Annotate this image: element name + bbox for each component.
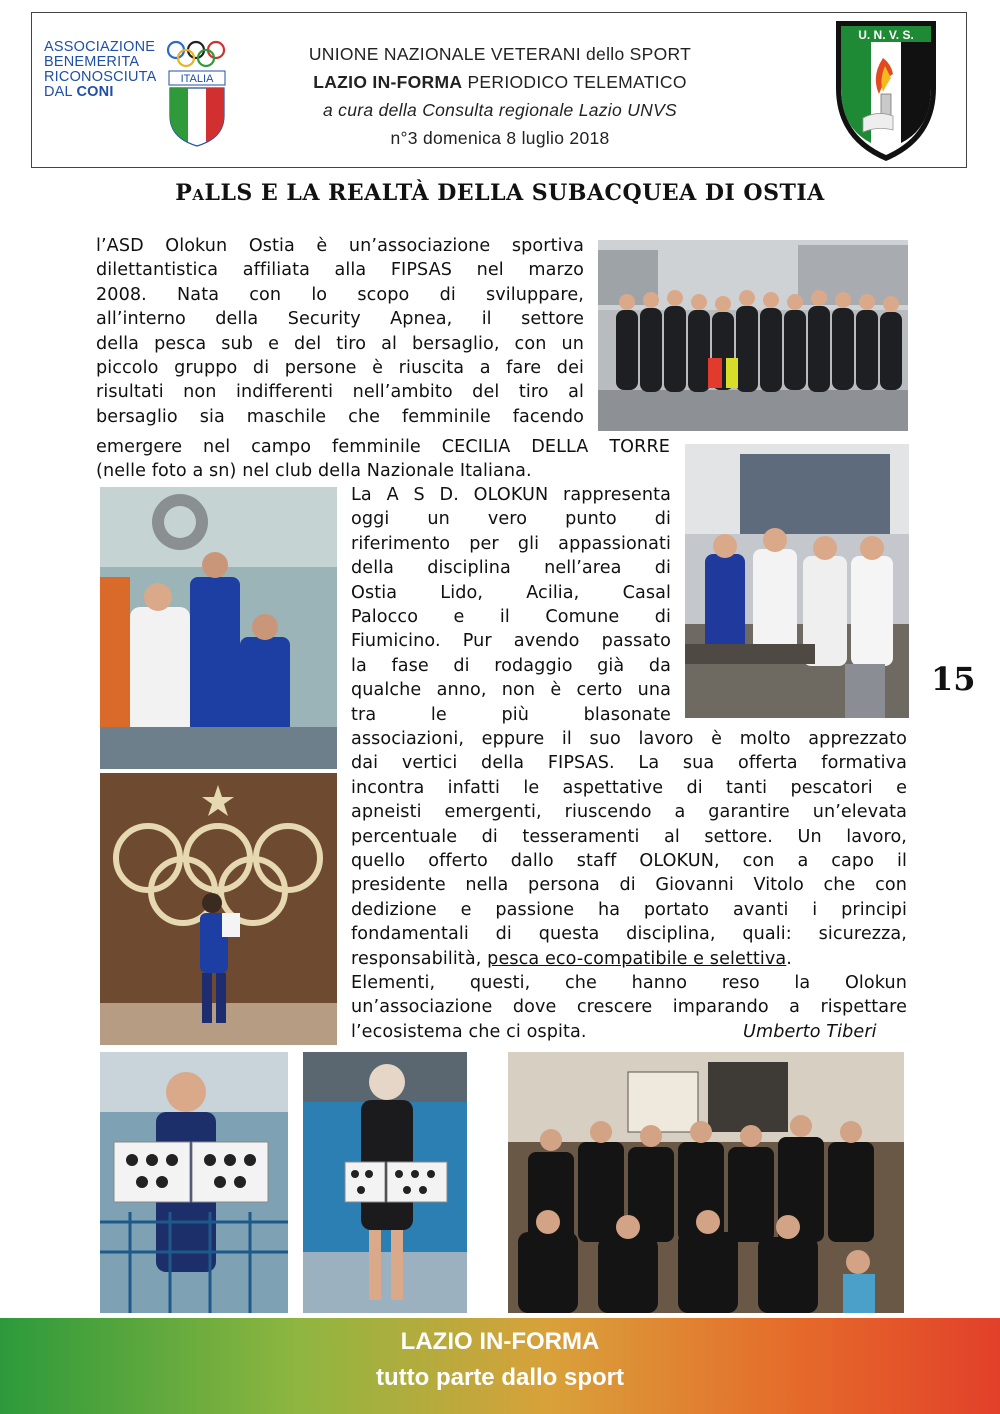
footer-title: LAZIO IN-FORMA: [400, 1328, 600, 1355]
text-line: emergere nel campo femminile CECILIA DELLA TORRE: [96, 437, 670, 457]
masthead-line-2: LAZIO IN-FORMA PERIODICO TELEMATICO: [313, 72, 687, 92]
article-paragraph-2: [351, 483, 671, 727]
photo-men-medals: [685, 444, 909, 718]
text-line: riferimento per gli appassionati: [351, 533, 671, 554]
text-line: l’ecosistema che ci ospita. Umberto Tiberi: [351, 1020, 907, 1044]
footer-slogan: tutto parte dallo sport: [376, 1364, 624, 1391]
article-paragraph-1: [96, 234, 584, 429]
coni-olympic-logo: [166, 40, 228, 148]
text-line: presidente nella persona di Giovanni Vitolo che con: [351, 875, 907, 896]
text-line: dai vertici della FIPSAS. La sua offerta formativa: [351, 753, 907, 774]
masthead-line-3: a cura della Consulta regionale Lazio UNVS: [322, 100, 678, 120]
header-masthead: [240, 40, 760, 152]
text-line: un’associazione dove crescere imparando a rispettare: [351, 997, 907, 1018]
svg-text:ITALIA: ITALIA: [180, 73, 214, 85]
text-line: La A S D. OLOKUN rappresenta: [351, 485, 671, 505]
photo-olympic-rings: [100, 773, 337, 1045]
text-line: incontra infatti le aspettative di tanti pescatori e: [351, 777, 907, 798]
coni-line-4: DAL CONI: [44, 84, 114, 100]
text-line: bersaglio sia maschile che femminile facendo: [96, 406, 584, 427]
text-line: della pesca sub e del tiro al bersaglio, con un: [96, 333, 584, 354]
text-line: tra le più blasonate: [351, 704, 671, 725]
coni-line-3: RICONOSCIUTA: [44, 69, 157, 85]
text-line: qualche anno, non è certo una: [351, 680, 671, 701]
coni-line-2: BENEMERITA: [44, 54, 140, 70]
photo-man-targets-1: [100, 1052, 288, 1313]
text-line: piccolo gruppo di persone è riuscita a fare dei: [96, 357, 584, 378]
underlined-phrase: pesca eco-compatibile e selettiva: [487, 948, 787, 969]
masthead-line-4: n°3 domenica 8 luglio 2018: [390, 128, 610, 148]
author-signature: Umberto Tiberi: [743, 1021, 877, 1042]
page-number: 15: [931, 660, 976, 698]
text-line: all’interno della Security Apnea, il settore: [96, 309, 584, 330]
unvs-shield-logo: [833, 18, 939, 164]
text-line: la fase di rodaggio già da: [351, 655, 671, 676]
text-line: Palocco e il Comune di: [351, 606, 671, 627]
text-line: Elementi, questi, che hanno reso la Olokun: [351, 972, 907, 993]
photo-podium-women: [100, 487, 337, 769]
coni-line-1: ASSOCIAZIONE: [44, 39, 156, 55]
svg-text:U. N. V. S.: U. N. V. S.: [858, 28, 914, 42]
text-line: (nelle foto a sn) nel club della Nazionale Italiana.: [96, 461, 532, 482]
coni-association-text: [44, 40, 166, 100]
photo-group-divers: [598, 240, 908, 431]
masthead-line-1: UNIONE NAZIONALE VETERANI dello SPORT: [308, 44, 692, 64]
text-line: quello offerto dallo staff OLOKUN, con a capo il: [351, 850, 907, 871]
text-line: l’ASD Olokun Ostia è un’associazione sportiva: [96, 236, 584, 256]
text-line: percentuale di tesseramenti al settore. Un lavoro,: [351, 826, 907, 847]
article-paragraph-2-continued: [351, 727, 907, 1044]
text-line: associazioni, eppure il suo lavoro è molto apprezzato: [351, 729, 907, 749]
photo-man-targets-2: [303, 1052, 467, 1313]
text-line: fondamentali di questa disciplina, quali: sicurezza,: [351, 924, 907, 945]
text-line: responsabilità, pesca eco-compatibile e selettiva.: [351, 948, 792, 969]
text-line: dilettantistica affiliata alla FIPSAS nel marzo: [96, 260, 584, 281]
text-line: apneisti emergenti, riuscendo a garantire un’elevata: [351, 802, 907, 823]
article-paragraph-1-continued: [96, 435, 670, 484]
text-line: Fiumicino. Pur avendo passato: [351, 631, 671, 652]
text-line: risultati non indifferenti nell’ambito del tiro al: [96, 382, 584, 403]
text-line: oggi un vero punto di: [351, 509, 671, 530]
text-line: della disciplina nell’area di: [351, 558, 671, 579]
photo-team-tshirts: [508, 1052, 904, 1313]
text-line: 2008. Nata con lo scopo di sviluppare,: [96, 284, 584, 305]
text-line: Ostia Lido, Acilia, Casal: [351, 582, 671, 603]
article-title: PaLLS E LA REALTÀ DELLA SUBACQUEA DI OSTIA: [175, 180, 825, 206]
text-line: dedizione e passione ha portato avanti i principi: [351, 899, 907, 920]
